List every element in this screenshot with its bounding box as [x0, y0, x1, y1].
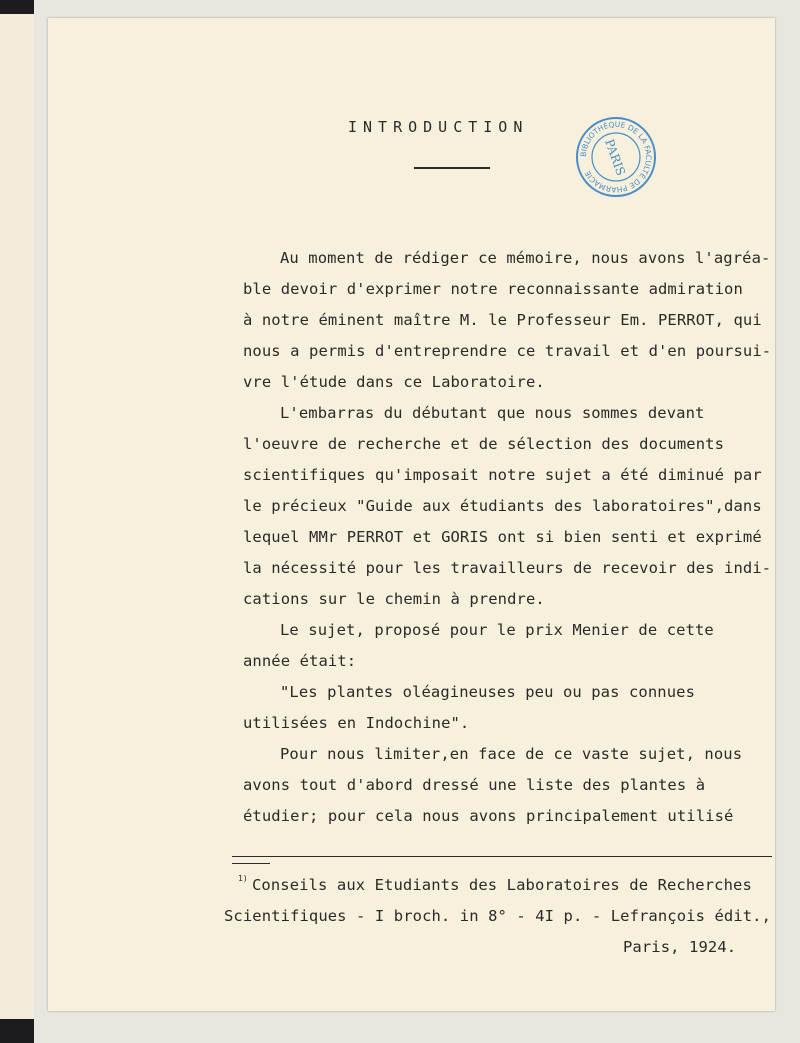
text-line: le précieux "Guide aux étudiants des laboratoires",dans	[243, 497, 762, 515]
document-page	[48, 18, 775, 1011]
text-line: ble devoir d'exprimer notre reconnaissante admiration	[243, 280, 743, 298]
page-title: INTRODUCTION	[348, 118, 529, 136]
text-line: vre l'étude dans ce Laboratoire.	[243, 373, 545, 391]
footnote-marker: 1)	[238, 873, 248, 883]
svg-text:PARIS: PARIS	[602, 137, 629, 178]
text-line: à notre éminent maître M. le Professeur Em. PERROT, qui	[243, 311, 762, 329]
library-stamp-icon	[575, 116, 657, 198]
text-line: la nécessité pour les travailleurs de recevoir des indi-	[243, 559, 772, 577]
text-line: l'oeuvre de recherche et de sélection des documents	[243, 435, 725, 453]
footnote-rule-short	[232, 863, 270, 864]
text-line: "Les plantes oléagineuses peu ou pas connues	[280, 683, 695, 701]
text-line: Le sujet, proposé pour le prix Menier de cette	[280, 621, 714, 639]
svg-text:BIBLIOTHÈQUE DE LA FACULTÉ DE: BIBLIOTHÈQUE DE LA FACULTÉ DE PHARMACIE	[578, 119, 654, 195]
text-line: Pour nous limiter,en face de ce vaste sujet, nous	[280, 745, 743, 763]
text-line: L'embarras du débutant que nous sommes devant	[280, 404, 705, 422]
footnote-line: Conseils aux Etudiants des Laboratoires de Recherches	[252, 876, 752, 894]
text-line: lequel MMr PERROT et GORIS ont si bien senti et exprimé	[243, 528, 762, 546]
text-line: nous a permis d'entreprendre ce travail et d'en poursui-	[243, 342, 772, 360]
text-line: année était:	[243, 652, 357, 670]
text-line: utilisées en Indochine".	[243, 714, 470, 732]
title-underline	[414, 167, 490, 169]
footnote-rule	[232, 856, 772, 857]
text-line: Au moment de rédiger ce mémoire, nous avons l'agréa-	[280, 249, 771, 267]
text-line: avons tout d'abord dressé une liste des plantes à	[243, 776, 706, 794]
text-line: étudier; pour cela nous avons principalement utilisé	[243, 807, 734, 825]
footnote-line: Scientifiques - I broch. in 8° - 4I p. - Lefrançois édit.,	[224, 907, 772, 925]
text-line: cations sur le chemin à prendre.	[243, 590, 545, 608]
text-line: scientifiques qu'imposait notre sujet a été diminué par	[243, 466, 762, 484]
footnote-line: Paris, 1924.	[623, 938, 737, 956]
